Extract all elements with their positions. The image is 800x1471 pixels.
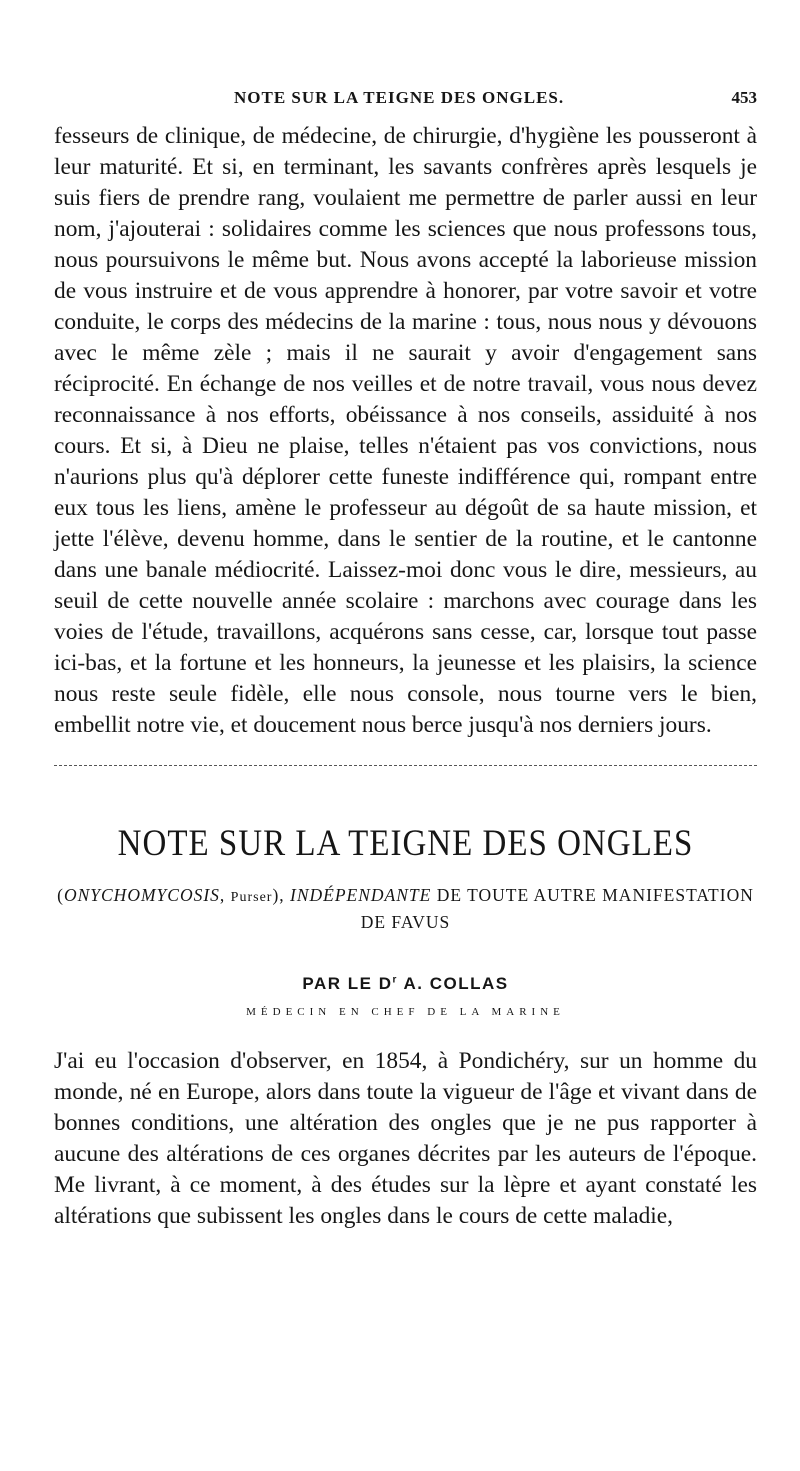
subtitle-sep: ,: [219, 885, 231, 905]
running-title: NOTE SUR LA TEIGNE DES ONGLES.: [234, 88, 565, 107]
subtitle-rest: DE TOUTE AUTRE MANIFESTATION DE FAVUS: [360, 885, 754, 932]
byline-prefix: PAR LE D: [302, 974, 393, 993]
subtitle-author: Purser: [230, 890, 273, 905]
section-divider: [54, 765, 757, 766]
subtitle-mid: ),: [272, 885, 291, 905]
byline-name: A. COLLAS: [397, 974, 509, 993]
article-subtitle: [54, 883, 757, 934]
author-affiliation: MÉDECIN EN CHEF DE LA MARINE: [246, 1006, 565, 1018]
article-body: J'ai eu l'occasion d'observer, en 1854, à Pondichéry, sur un homme du monde, né en Europe, alors dans toute la vigueur de l'âge et vivant dans de bonnes conditions, une altération des ongles que je ne pus rapporter à aucune des altérations de ces organes décrites par les auteurs de l'époque. Me livrant, à ce moment, à des études sur la lèpre et ayant constaté les altérations que subissent les ongles dans le cours de cette maladie,: [54, 1048, 757, 1229]
author-byline: [54, 974, 757, 994]
subtitle-open: (: [57, 885, 64, 905]
subtitle-term: ONYCHOMYCOSIS: [63, 885, 220, 905]
running-head: [54, 88, 757, 116]
byline-sup: r: [392, 974, 398, 986]
subtitle-indep: INDÉPENDANTE: [290, 885, 432, 905]
page-number: 453: [731, 88, 757, 107]
article-title: NOTE SUR LA TEIGNE DES ONGLES: [117, 823, 694, 865]
page: [54, 88, 757, 1232]
previous-article-text: fesseurs de clinique, de médecine, de chirurgie, d'hygiène les pousseront à leur maturité. Et si, en terminant, les savants confrères après lesquels je suis fiers de prendre rang, voulaient me permettre de parler aussi en leur nom, j'ajouterai : solidaires comme les sciences que nous professons tous, nous poursuivons le même but. Nous avons accepté la laborieuse mission de vous instruire et de vous apprendre à honorer, par votre savoir et votre conduite, le corps des médecins de la marine : tous, nous nous y dévouons avec le même zèle ; mais il ne saurait y avoir d'engagement sans réciprocité. En échange de nos veilles et de notre travail, vous nous devez reconnaissance à nos efforts, obéissance à nos conseils, assiduité à nos cours. Et si, à Dieu ne plaise, telles n'étaient pas vos convictions, nous n'aurions plus qu'à déplorer cette funeste indifférence qui, rompant entre eux tous les liens, amène le professeur au dégoût de sa haute mission, et jette l'élève, devenu homme, dans le sentier de la routine, et le cantonne dans une banale médiocrité. Laissez-moi donc vous le dire, messieurs, au seuil de cette nouvelle année scolaire : marchons avec courage dans les voies de l'étude, travaillons, acquérons sans cesse, car, lorsque tout passe ici-bas, et la fortune et les honneurs, la jeunesse et les plaisirs, la science nous reste seule fidèle, elle nous console, nous tourne vers le bien, embellit notre vie, et doucement nous berce jusqu'à nos derniers jours.: [54, 123, 757, 738]
